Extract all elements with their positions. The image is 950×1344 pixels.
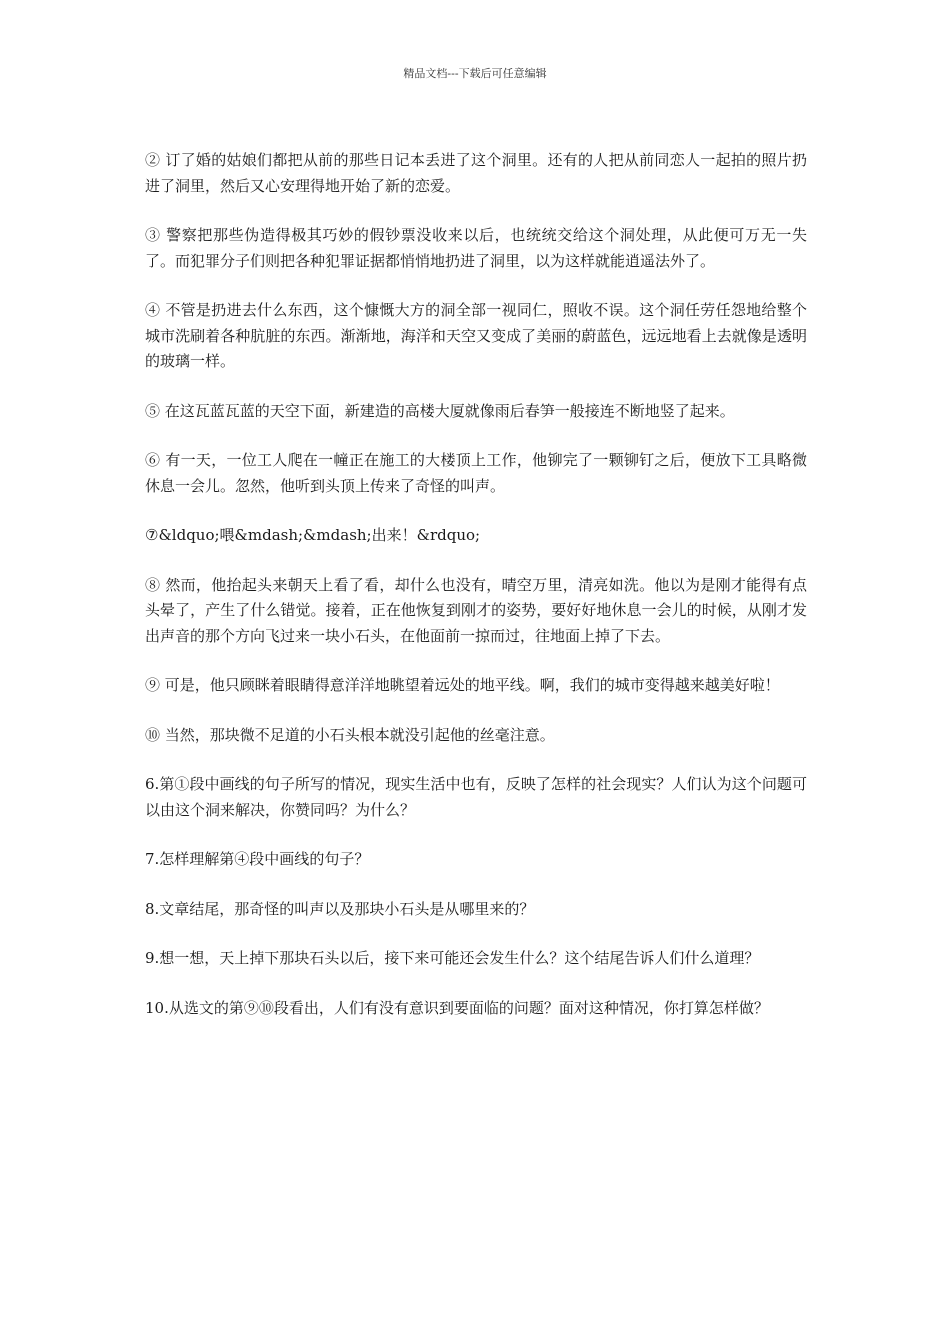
paragraph-5: ⑤ 在这瓦蓝瓦蓝的天空下面，新建造的高楼大厦就像雨后春笋一般接连不断地竖了起来。 [145,401,735,420]
paragraph-4: ④ 不管是扔进去什么东西，这个慷慨大方的洞全部一视同仁，照收不误。这个洞任劳任怨地给整个城市洗刷着各种肮脏的东西。渐渐地，海洋和天空又变成了美丽的蔚蓝色，远远地看上去就像是透明的玻璃一样。 [145,301,807,370]
paragraph-10: ⑩ 当然，那块微不足道的小石头根本就没引起他的丝毫注意。 [145,725,555,744]
question-10: 10.从选文的第⑨⑩段看出，人们有没有意识到要面临的问题？面对这种情况，你打算怎样做？ [145,998,769,1017]
paragraph-2: ② 订了婚的姑娘们都把从前的那些日记本丢进了这个洞里。还有的人把从前同恋人一起拍的照片扔进了洞里，然后又心安理得地开始了新的恋爱。 [145,151,807,195]
paragraph-3: ③ 警察把那些伪造得极其巧妙的假钞票没收来以后，也统统交给这个洞处理，从此便可万无一失了。而犯罪分子们则把各种犯罪证据都悄悄地扔进了洞里，以为这样就能逍遥法外了。 [145,226,807,270]
question-9: 9.想一想，天上掉下那块石头以后，接下来可能还会发生什么？这个结尾告诉人们什么道理？ [145,949,760,967]
paragraph-6: ⑥ 有一天，一位工人爬在一幢正在施工的大楼顶上工作，他铆完了一颗铆钉之后，便放下工具略微休息一会儿。忽然，他听到头顶上传来了奇怪的叫声。 [145,451,807,495]
question-6: 6.第①段中画线的句子所写的情况，现实生活中也有，反映了怎样的社会现实？人们认为这个问题可以由这个洞来解决，你赞同吗？为什么？ [145,775,807,819]
question-7: 7.怎样理解第④段中画线的句子？ [145,850,370,868]
paragraph-7: ⑦&ldquo;喂&mdash;&mdash;出来！&rdquo; [145,526,481,544]
question-8: 8.文章结尾，那奇怪的叫声以及那块小石头是从哪里来的？ [145,899,535,918]
document-body [145,148,807,1045]
paragraph-9: ⑨ 可是，他只顾眯着眼睛得意洋洋地眺望着远处的地平线。啊，我们的城市变得越来越美好啦！ [145,676,780,694]
paragraph-8: ⑧ 然而，他抬起头来朝天上看了看，却什么也没有，晴空万里，清亮如洗。他以为是刚才能得有点头晕了，产生了什么错觉。接着，正在他恢复到刚才的姿势，要好好地休息一会儿的时候，从刚才发出声音的那个方向飞过来一块小石头，在他面前一掠而过，往地面上掉了下去。 [145,575,807,645]
page-header: 精品文档---下载后可任意编辑 [403,67,547,80]
